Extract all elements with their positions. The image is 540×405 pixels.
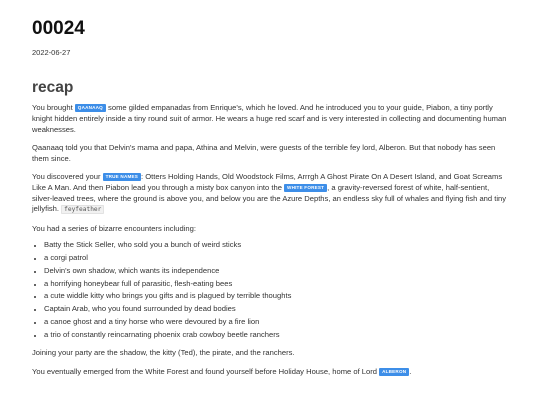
- recap-paragraph-2: Qaanaaq told you that Delvin's mama and papa, Athina and Melvin, were guests of the terrible fey lord, Alberon. But that nobody has seen them since.: [32, 143, 496, 163]
- list-item: • Delvin's own shadow, which wants its independence: [44, 266, 510, 277]
- text-segment: some gilded empanadas from Enrique's, which he loved. And he introduced you to your guide, Piabon, a tiny portly knight hidden entirely inside a tiny round suit of armor. He wears a huge red scarf and is very interested in collecting and documenting human weaknesses.: [32, 103, 507, 134]
- page-date: 2022-06-27: [32, 47, 71, 57]
- tag-link-alberon[interactable]: ALBERON: [379, 368, 409, 376]
- text-segment: : Otters Holding Hands, Old Woodstock Films, Arrrgh A Ghost Pirate On A Desert Island, and Goat Screams Like A Man. And then Piabon lead you through a misty box canyon into the: [32, 172, 503, 192]
- text-segment: .: [409, 366, 412, 376]
- list-item: • Batty the Stick Seller, who sold you a bunch of weird sticks: [44, 240, 510, 251]
- list-item: • a corgi patrol: [44, 253, 510, 264]
- tag-link-true-names[interactable]: TRUE NAMES: [103, 173, 141, 181]
- recap-paragraph-6: [32, 367, 510, 378]
- inline-code-feyfeather: feyfeather: [61, 205, 104, 214]
- list-item: • a cute widdle kitty who brings you gifts and is plagued by terrible thoughts: [44, 291, 510, 302]
- recap-paragraph-3: [32, 172, 510, 215]
- encounter-list: [32, 240, 510, 340]
- page-title: 00024: [32, 18, 85, 39]
- text-segment: You eventually emerged from the White Forest and found yourself before Holiday House, home of Lord: [32, 366, 380, 376]
- tag-link-white-forest[interactable]: WHITE FOREST: [284, 184, 327, 192]
- list-item: • a trio of constantly reincarnating phoenix crab cowboy beetle ranchers: [44, 330, 510, 341]
- text-segment: You discovered your: [32, 172, 103, 182]
- text-segment: You brought: [32, 103, 75, 113]
- recap-paragraph-5: Joining your party are the shadow, the kitty (Ted), the pirate, and the ranchers.: [32, 348, 295, 358]
- list-item: • a horrifying honeybear full of parasitic, flesh-eating bees: [44, 279, 510, 290]
- section-heading-recap: recap: [32, 78, 74, 96]
- recap-paragraph-4: You had a series of bizarre encounters including:: [32, 223, 196, 233]
- list-item: • Captain Arab, who you found surrounded by dead bodies: [44, 304, 510, 315]
- recap-paragraph-1: [32, 103, 510, 135]
- text-segment: , a gravity-reversed forest of white, half-sentient, silver-leaved trees, where the ground is above you, and below you are the Azure Depths, an endless sky full of whales and flying fish and tiny jellyfish.: [32, 182, 507, 214]
- list-item: • a canoe ghost and a tiny horse who were devoured by a fire lion: [44, 317, 510, 328]
- tag-link-qaanaaq[interactable]: QAANAAQ: [75, 104, 106, 112]
